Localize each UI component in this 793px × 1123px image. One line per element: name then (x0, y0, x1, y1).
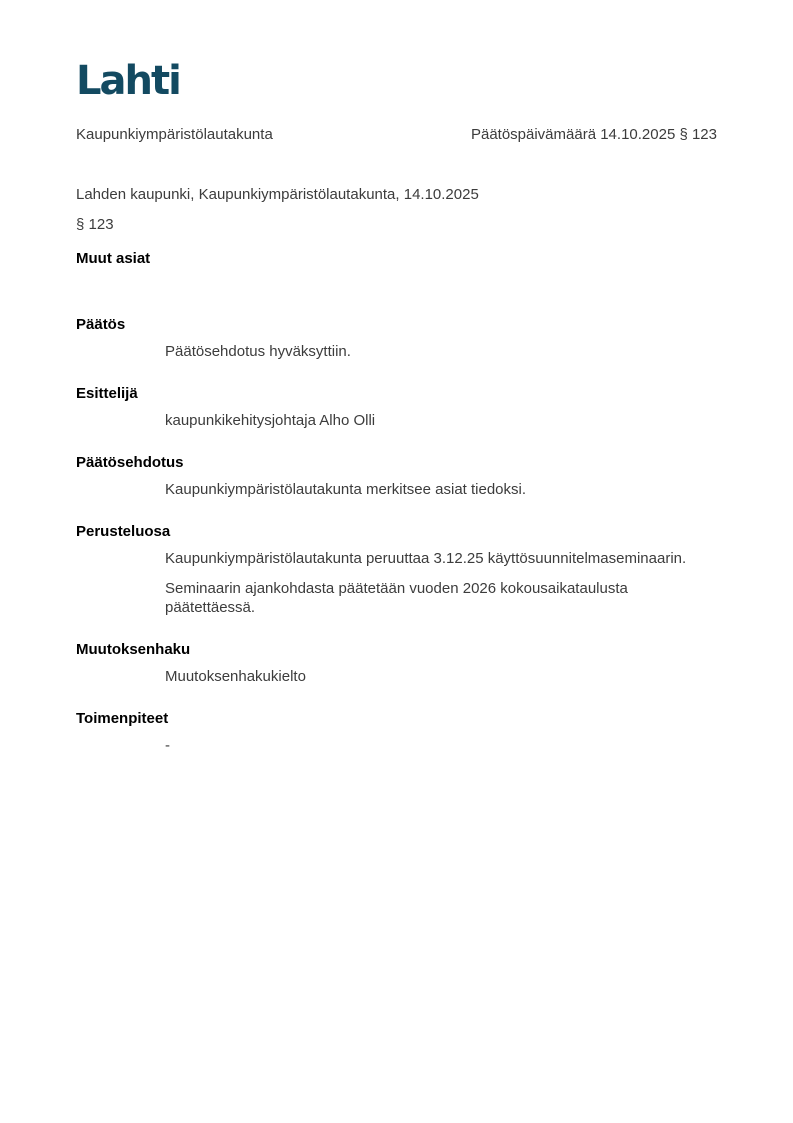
section-paragraph: - (165, 737, 170, 754)
section-paragraph: Kaupunkiympäristölautakunta peruuttaa 3.12.25 käyttösuunnitelmaseminaarin. (165, 550, 687, 567)
section-paatosehdotus (76, 453, 717, 499)
section-paragraph: Muutoksenhakukielto (165, 668, 306, 685)
document-title: Muut asiat (76, 250, 151, 267)
header-committee-name: Kaupunkiympäristölautakunta (76, 126, 273, 143)
section-heading: Muutoksenhaku (76, 641, 191, 658)
meta-source-line: Lahden kaupunki, Kaupunkiympäristölautakunta, 14.10.2025 (76, 186, 479, 203)
section-esittelija (76, 384, 717, 430)
section-muutoksenhaku (76, 640, 717, 686)
section-heading: Perusteluosa (76, 523, 171, 540)
section-heading: Päätösehdotus (76, 454, 184, 471)
section-heading: Esittelijä (76, 385, 138, 402)
section-paatos (76, 315, 717, 361)
section-heading: Päätös (76, 316, 126, 333)
section-heading: Toimenpiteet (76, 710, 169, 727)
lahti-logo: Lahti (76, 58, 180, 104)
section-toimenpiteet (76, 709, 717, 755)
page-header (76, 125, 717, 144)
section-paragraph: Päätösehdotus hyväksyttiin. (165, 343, 351, 360)
section-paragraph: Kaupunkiympäristölautakunta merkitsee asiat tiedoksi. (165, 481, 527, 498)
section-paragraph: kaupunkikehitysjohtaja Alho Olli (165, 412, 376, 429)
section-perusteluosa (76, 522, 717, 617)
meta-section-number: § 123 (76, 216, 114, 233)
header-decision-date: Päätöspäivämäärä 14.10.2025 § 123 (470, 126, 717, 143)
section-paragraph: Seminaarin ajankohdasta päätetään vuoden 2026 kokousaikataulusta päätettäessä. (165, 580, 628, 616)
